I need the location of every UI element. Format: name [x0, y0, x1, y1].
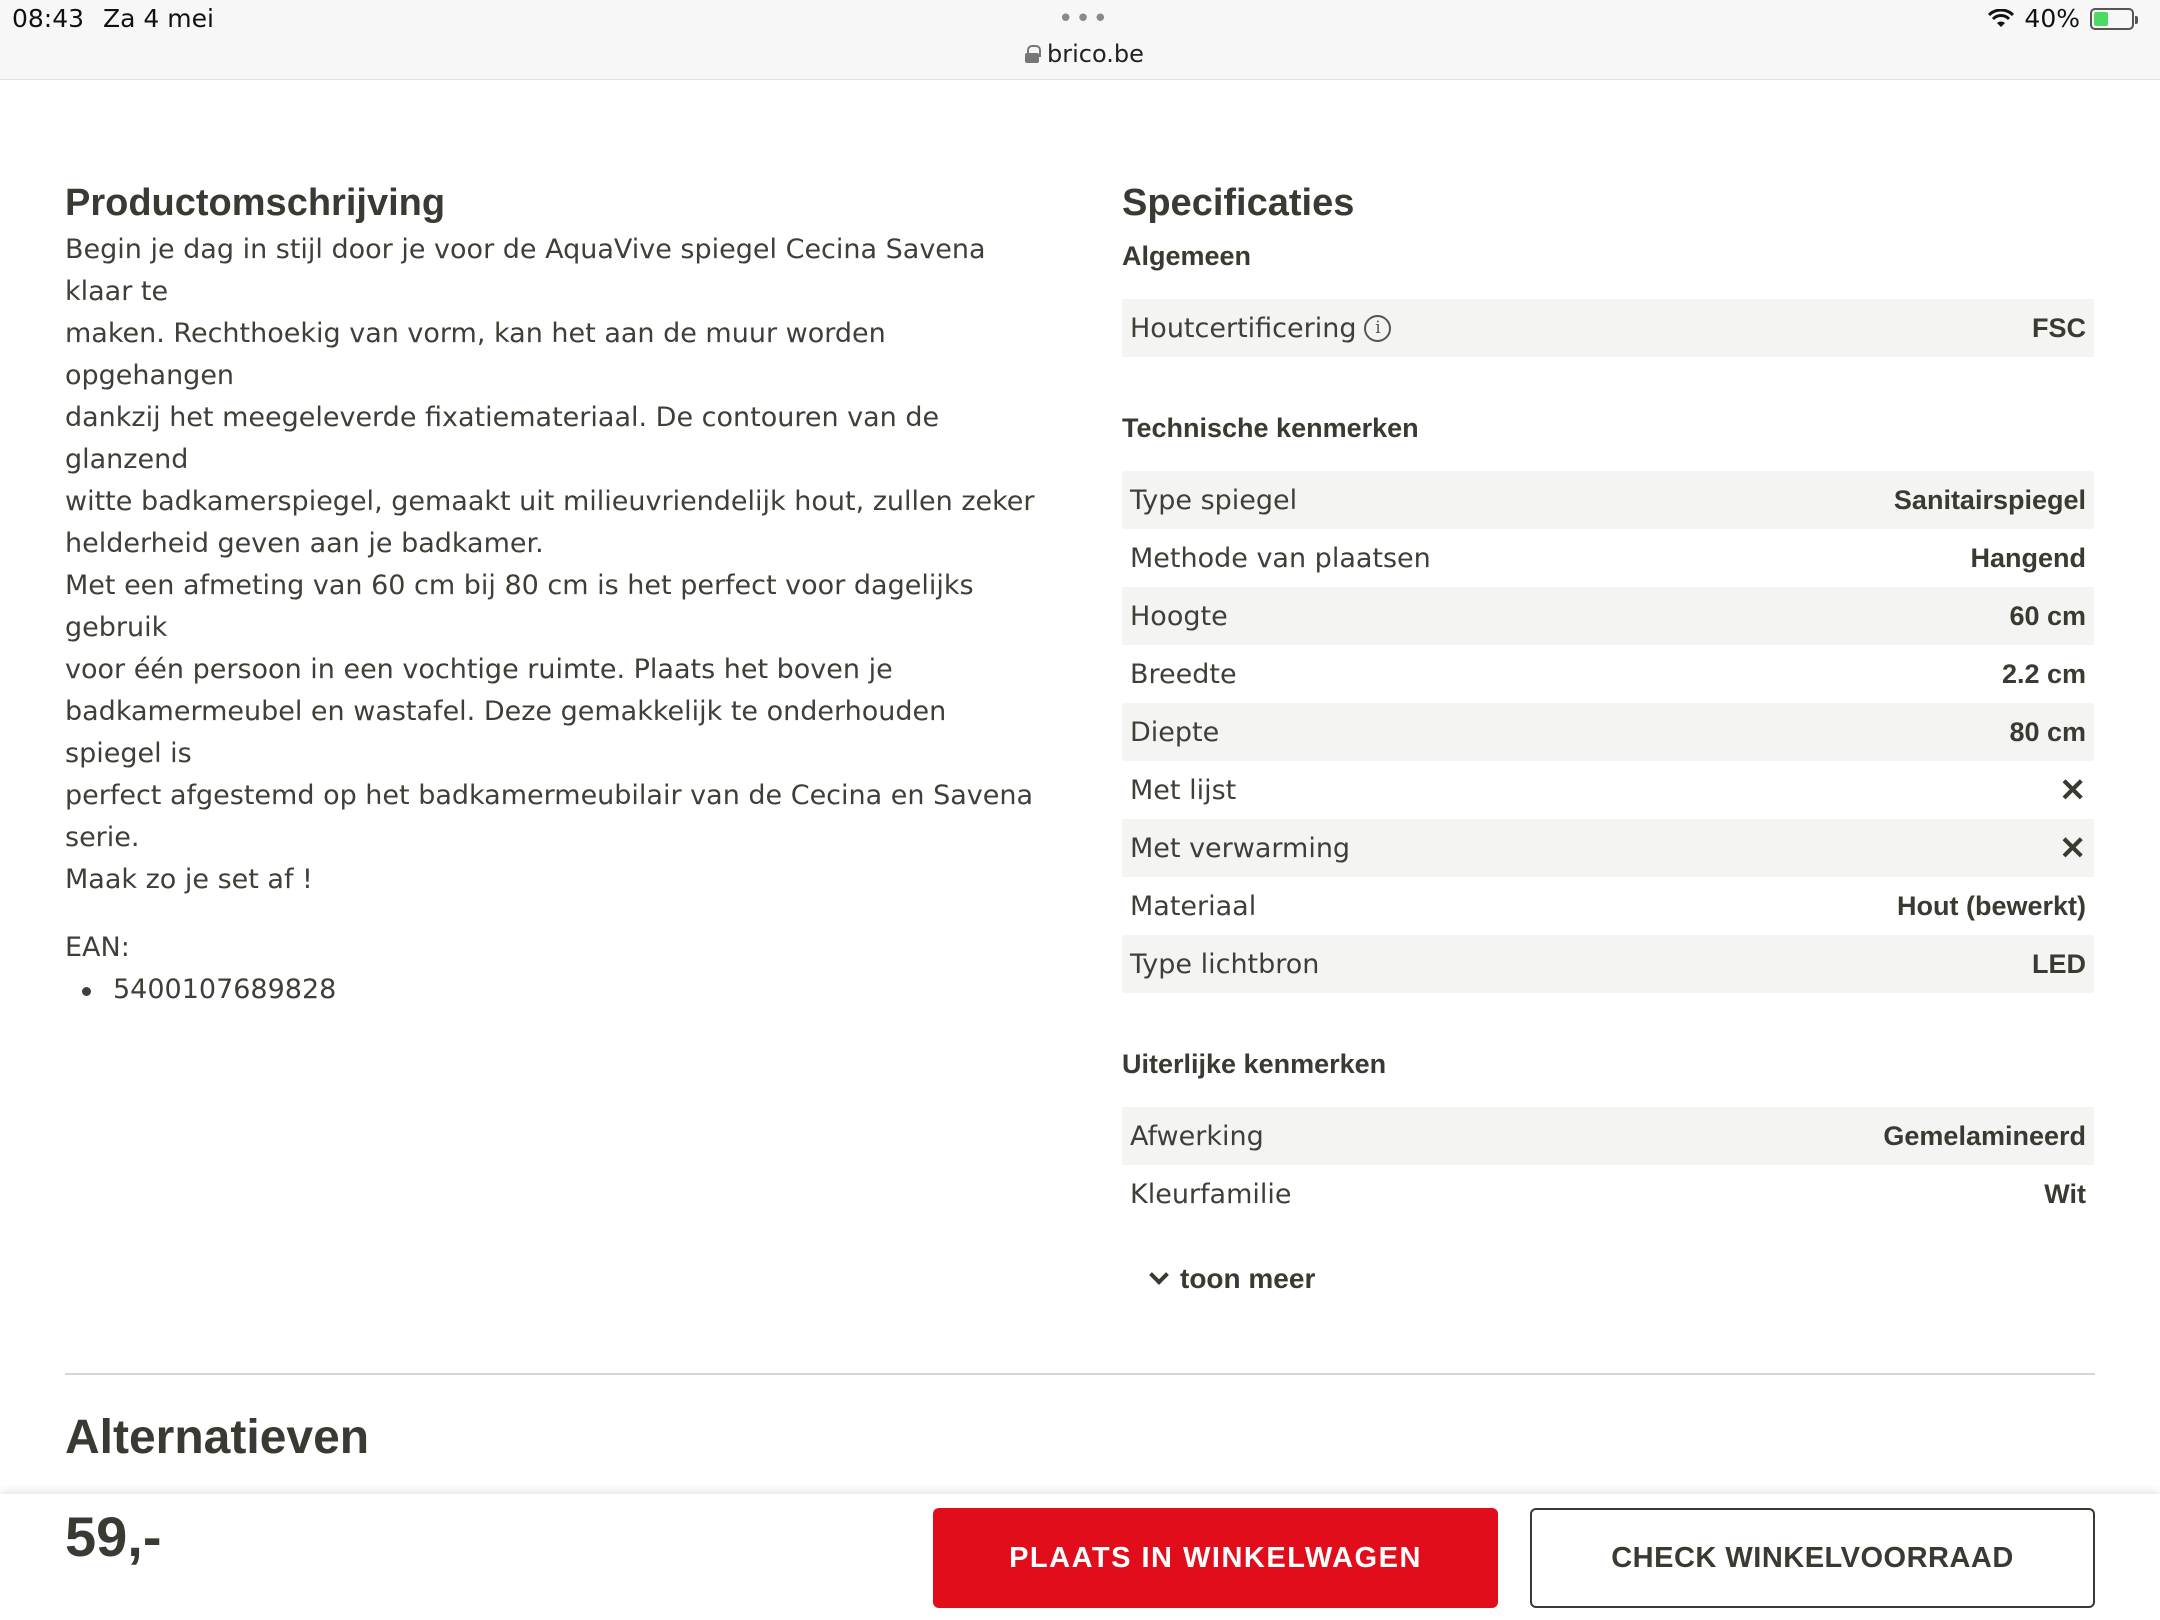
add-to-cart-button[interactable]: PLAATS IN WINKELWAGEN: [933, 1508, 1498, 1608]
spec-value: 2.2 cm: [2001, 658, 2086, 689]
spec-group-title: Technische kenmerken: [1122, 413, 1419, 443]
description-line: Met een afmeting van 60 cm bij 80 cm is het perfect voor dagelijks gebruik: [65, 570, 974, 643]
more-dots-icon[interactable]: •••: [1058, 4, 1111, 34]
status-date: Za 4 mei: [103, 4, 214, 33]
chevron-down-icon: [1149, 1265, 1169, 1285]
spec-table-technical: [1122, 471, 2094, 993]
status-indicators: [1988, 4, 2134, 33]
spec-label: Breedte: [1130, 658, 1237, 690]
description-line: voor één persoon in een vochtige ruimte. Plaats het boven je: [65, 654, 893, 685]
spec-value: Hangend: [1970, 542, 2086, 573]
section-divider: [65, 1373, 2095, 1375]
status-time: 08:43: [12, 4, 85, 33]
lock-icon: [1025, 45, 1039, 63]
address-bar[interactable]: [1025, 40, 1144, 68]
description-line: badkamermeubel en wastafel. Deze gemakkelijk te onderhouden spiegel is: [65, 696, 947, 769]
spec-value: LED: [2032, 948, 2086, 979]
spec-group-title: Algemeen: [1122, 241, 1252, 271]
spec-row: [1122, 761, 2094, 819]
spec-value: 60 cm: [2009, 600, 2086, 631]
spec-row: [1122, 471, 2094, 529]
spec-label: Hoogte: [1130, 600, 1228, 632]
description-body: [65, 229, 1050, 901]
spec-label-text: Houtcertificering: [1130, 312, 1357, 344]
status-bar: [0, 0, 2160, 80]
price: 59,-: [65, 1505, 162, 1568]
spec-row: [1122, 587, 2094, 645]
show-more-label: toon meer: [1180, 1263, 1316, 1294]
spec-value: Gemelamineerd: [1883, 1120, 2086, 1151]
battery-icon: [2090, 8, 2134, 30]
spec-row: [1122, 299, 2094, 357]
spec-label: Kleurfamilie: [1130, 1178, 1292, 1210]
description-line: dankzij het meegeleverde fixatiemateriaal. De contouren van de glanzend: [65, 402, 940, 475]
spec-row: [1122, 529, 2094, 587]
spec-group-title: Uiterlijke kenmerken: [1122, 1049, 1387, 1079]
spec-label: Diepte: [1130, 716, 1220, 748]
spec-row: [1122, 703, 2094, 761]
spec-row: [1122, 877, 2094, 935]
spec-label: Type spiegel: [1130, 484, 1298, 516]
spec-value: Sanitairspiegel: [1893, 484, 2086, 515]
spec-table-appearance: [1122, 1107, 2094, 1223]
spec-value: FSC: [2032, 312, 2086, 343]
spec-row: [1122, 819, 2094, 877]
show-more-button[interactable]: [1152, 1263, 2094, 1295]
check-stock-button[interactable]: CHECK WINKELVOORRAAD: [1530, 1508, 2095, 1608]
spec-label: [1130, 313, 1391, 344]
spec-table-general: [1122, 299, 2094, 357]
description-title: Productomschrijving: [65, 182, 446, 224]
sticky-buy-bar: [0, 1494, 2160, 1620]
spec-label: Met verwarming: [1130, 832, 1351, 864]
spec-row: [1122, 935, 2094, 993]
spec-value: Hout (bewerkt): [1897, 890, 2086, 921]
url-text: brico.be: [1047, 40, 1144, 68]
ean-list: [65, 969, 1050, 1011]
ean-label: EAN:: [65, 932, 130, 963]
description-line: perfect afgestemd op het badkamermeubilair van de Cecina en Savena serie.: [65, 780, 1034, 853]
description-line: witte badkamerspiegel, gemaakt uit milieuvriendelijk hout, zullen zeker: [65, 486, 1035, 517]
description-line: Maak zo je set af !: [65, 864, 313, 895]
specifications-title: Specificaties: [1122, 182, 1355, 224]
product-description: [65, 182, 1050, 1011]
specifications: [1122, 182, 2094, 1295]
battery-level: [2094, 12, 2108, 26]
spec-value: Wit: [2044, 1178, 2086, 1209]
cross-icon: ✕: [2059, 772, 2086, 808]
spec-value: 80 cm: [2009, 716, 2086, 747]
spec-label: Materiaal: [1130, 890, 1257, 922]
spec-row: [1122, 645, 2094, 703]
description-line: helderheid geven aan je badkamer.: [65, 528, 544, 559]
spec-label: Met lijst: [1130, 774, 1237, 806]
spec-label: Afwerking: [1130, 1120, 1264, 1152]
spec-row: [1122, 1165, 2094, 1223]
battery-percent: 40%: [2024, 4, 2080, 33]
spec-row: [1122, 1107, 2094, 1165]
wifi-icon: [1988, 9, 2014, 29]
spec-label: Type lichtbron: [1130, 948, 1320, 980]
alternatives-title: Alternatieven: [65, 1411, 370, 1464]
spec-label: Methode van plaatsen: [1130, 542, 1431, 574]
description-line: Begin je dag in stijl door je voor de AquaVive spiegel Cecina Savena klaar te: [65, 234, 986, 307]
description-line: maken. Rechthoekig van vorm, kan het aan de muur worden opgehangen: [65, 318, 886, 391]
info-icon[interactable]: i: [1364, 315, 1391, 342]
ean-value: 5400107689828: [65, 969, 1050, 1011]
cross-icon: ✕: [2059, 830, 2086, 866]
